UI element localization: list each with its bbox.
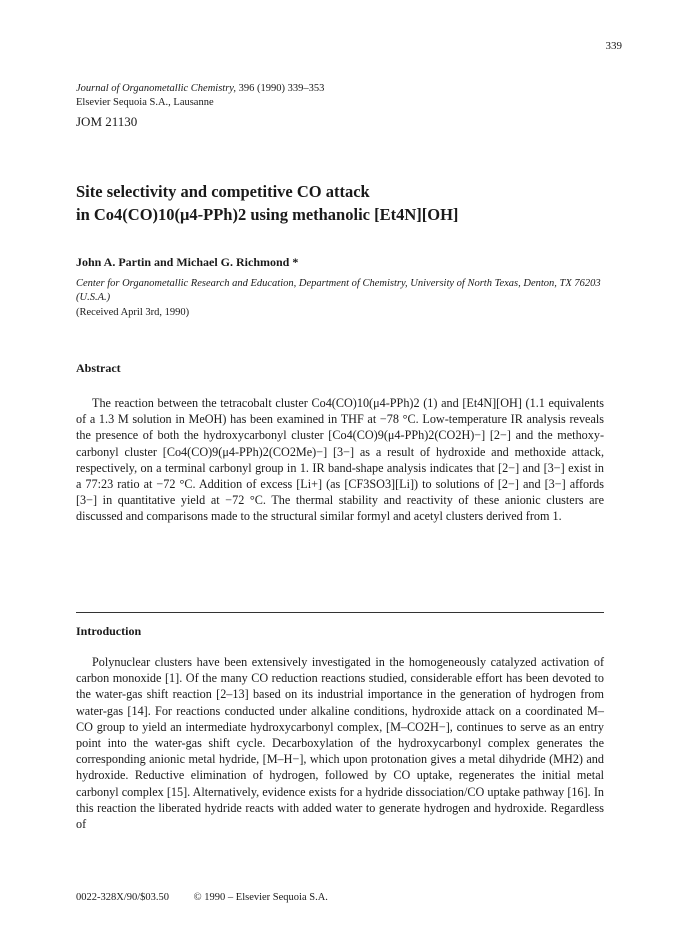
- introduction-text: Polynuclear clusters have been extensively investigated in the homogeneously catalyzed activation of carbon monoxide [1]. Of the many CO reduction reactions studied, considerable effort has been devoted to the water-gas shift reaction [2–13] based on its industrial importance in the generation of hydrogen from water-gas [14]. For reactions conducted under alkaline conditions, hydroxide attack on a coordinated M–CO group to yield an intermediate hydroxycarbonyl complex, [M–CO2H−], continues to serve as an entry point into the water-gas shift cycle. Decarboxylation of the hydroxycarbonyl complex generates the corresponding anionic metal hydride, [M–H−], which upon protonation gives a metal dihydride (MH2) and hydroxide. Reductive elimination of hydrogen, followed by CO uptake, regenerates the initial metal carbonyl complex [15]. Alternatively, evidence exists for a hydride dissociation/CO uptake pathway [16]. In this reaction the liberated hydride reacts with added water to generate hydrogen and hydroxide. Regardless of: [76, 655, 604, 832]
- authors: John A. Partin and Michael G. Richmond *: [76, 255, 299, 269]
- page-number: 339: [605, 40, 622, 52]
- journal-header: [76, 82, 324, 110]
- journal-publisher: Elsevier Sequoia S.A., Lausanne: [76, 97, 214, 108]
- abstract-heading: Abstract: [76, 361, 121, 375]
- title-line-1: Site selectivity and competitive CO attack: [76, 182, 370, 201]
- footer-copyright: © 1990 – Elsevier Sequoia S.A.: [193, 892, 328, 903]
- article-title: [76, 180, 616, 226]
- abstract-text: The reaction between the tetracobalt cluster Co4(CO)10(μ4-PPh)2 (1) and [Et4N][OH] (1.1 equivalents of a 1.3 M solution in MeOH) has been examined in THF at −78 °C. Low-temperature IR analysis reveals the presence of both the hydroxycarbonyl cluster [Co4(CO)9(μ4-PPh)2(CO2H)−] [2−] and the methoxy-carbonyl cluster [Co4(CO)9(μ4-PPh)2(CO2Me)−] [3−] as a result of hydroxide and methoxide attack, respectively, on a terminal carbonyl group in 1. IR band-shape analysis indicates that [2−] and [3−] exist in a 77:23 ratio at −72 °C. Addition of excess [Li+] (as [CF3SO3][Li]) to solutions of [2−] and [3−] affords [3−] in quantitative yield at −72 °C. The thermal stability and reactivity of these anionic clusters are discussed and comparisons made to the structural similar formyl and acetyl clusters derived from 1.: [76, 396, 604, 524]
- section-divider: [76, 612, 604, 613]
- jom-number: JOM 21130: [76, 114, 138, 129]
- journal-name: Journal of Organometallic Chemistry,: [76, 83, 237, 94]
- received-date: (Received April 3rd, 1990): [76, 307, 190, 318]
- introduction-heading: Introduction: [76, 624, 142, 638]
- page-footer: [76, 892, 350, 903]
- footer-code: 0022-328X/90/$03.50: [76, 892, 170, 903]
- journal-citation: 396 (1990) 339–353: [236, 83, 325, 94]
- affiliation: Center for Organometallic Research and Education, Department of Chemistry, University of North Texas, Denton, TX 76203 (U.S.A.): [76, 278, 601, 303]
- title-line-2: in Co4(CO)10(μ4-PPh)2 using methanolic [Et4N][OH]: [76, 205, 459, 224]
